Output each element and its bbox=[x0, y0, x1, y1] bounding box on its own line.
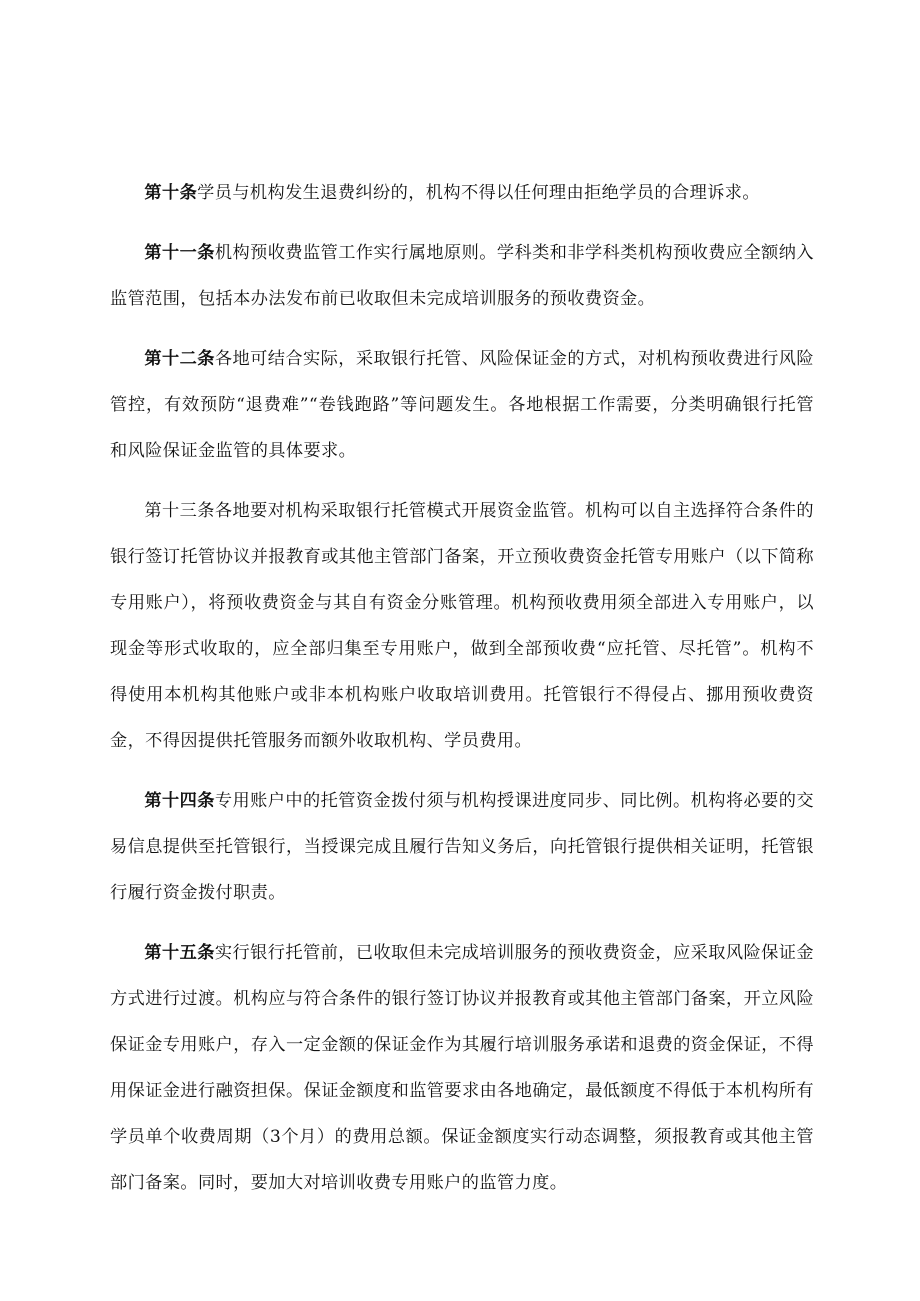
article-14-number: 第十四条 bbox=[144, 791, 215, 811]
article-10-number: 第十条 bbox=[144, 183, 198, 203]
article-11-text: 机构预收费监管工作实行属地原则。学科类和非学科类机构预收费应全额纳入监管范围，包括本办法发布前已收取但未完成培训服务的预收费资金。 bbox=[110, 243, 814, 309]
article-14-text: 专用账户中的托管资金拨付须与机构授课进度同步、同比例。机构将必要的交易信息提供至托管银行，当授课完成且履行告知义务后，向托管银行提供相关证明，托管银行履行资金拨付职责。 bbox=[110, 791, 814, 903]
document-body bbox=[110, 170, 814, 1220]
article-15-number: 第十五条 bbox=[144, 943, 215, 963]
article-13-number: 第十三条 bbox=[144, 501, 215, 521]
article-11-number: 第十一条 bbox=[144, 243, 215, 263]
article-15-text: 实行银行托管前，已收取但未完成培训服务的预收费资金，应采取风险保证金方式进行过渡。机构应与符合条件的银行签订协议并报教育或其他主管部门备案，开立风险保证金专用账户，存入一定金额的保证金作为其履行培训服务承诺和退费的资金保证，不得用保证金进行融资担保。保证金额度和监管要求由各地确定，最低额度不得低于本机构所有学员单个收费周期（3个月）的费用总额。保证金额度实行动态调整，须报教育或其他主管部门备案。同时，要加大对培训收费专用账户的监管力度。 bbox=[110, 943, 814, 1193]
article-12-paragraph bbox=[110, 336, 814, 474]
article-11-paragraph bbox=[110, 230, 814, 322]
article-13-paragraph bbox=[110, 488, 814, 764]
article-12-text: 各地可结合实际，采取银行托管、风险保证金的方式，对机构预收费进行风险管控，有效预防“退费难”“卷钱跑路”等问题发生。各地根据工作需要，分类明确银行托管和风险保证金监管的具体要求。 bbox=[110, 349, 814, 461]
article-12-number: 第十二条 bbox=[144, 349, 215, 369]
article-10-text: 学员与机构发生退费纠纷的，机构不得以任何理由拒绝学员的合理诉求。 bbox=[197, 183, 760, 203]
article-10-paragraph bbox=[110, 170, 814, 216]
article-15-paragraph bbox=[110, 930, 814, 1206]
article-14-paragraph bbox=[110, 778, 814, 916]
article-13-text: 各地要对机构采取银行托管模式开展资金监管。机构可以自主选择符合条件的银行签订托管协议并报教育或其他主管部门备案，开立预收费资金托管专用账户（以下简称专用账户），将预收费资金与其自有资金分账管理。机构预收费用须全部进入专用账户，以现金等形式收取的，应全部归集至专用账户，做到全部预收费“应托管、尽托管”。机构不得使用本机构其他账户或非本机构账户收取培训费用。托管银行不得侵占、挪用预收费资金，不得因提供托管服务而额外收取机构、学员费用。 bbox=[110, 501, 814, 751]
